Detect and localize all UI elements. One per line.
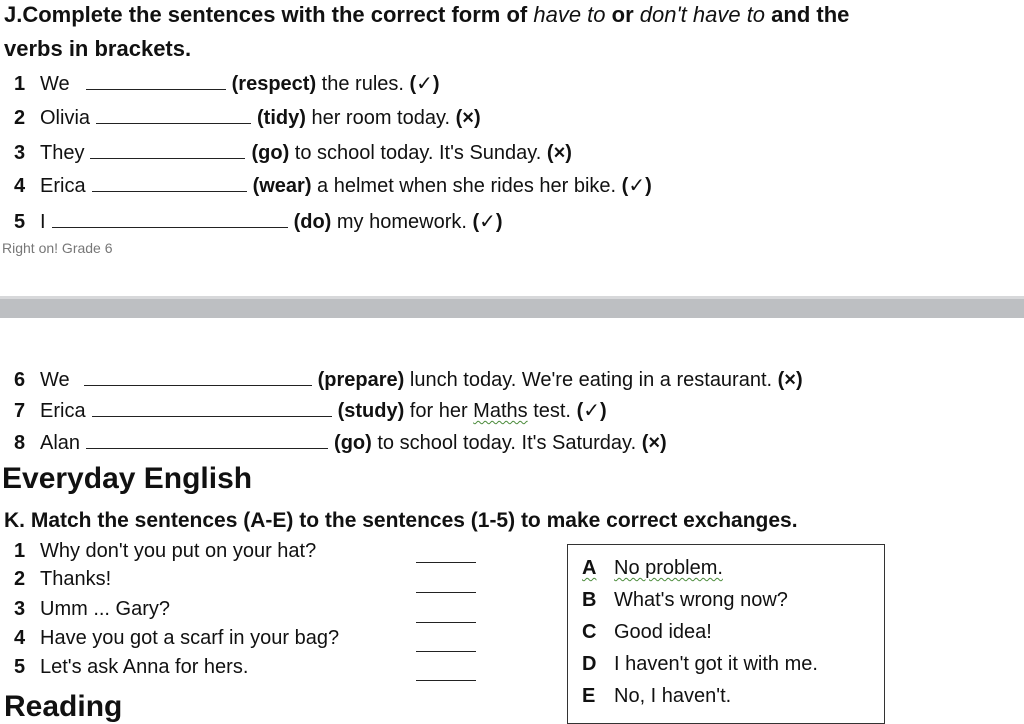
sentence-text: Have you got a scarf in your bag?	[40, 627, 340, 649]
cross-mark: (×)	[641, 432, 667, 454]
answer-blank[interactable]	[52, 213, 288, 228]
check-mark: (✓)	[409, 73, 440, 95]
cross-mark: (×)	[546, 142, 572, 164]
sentence-text: Why don't you put on your hat?	[40, 540, 317, 562]
option-item	[582, 589, 788, 612]
page-caption: Right on! Grade 6	[2, 240, 113, 256]
cross-mark: (×)	[455, 107, 481, 129]
list-item	[14, 433, 667, 453]
item-rest: to school today. It's Sunday.	[289, 142, 542, 164]
item-rest: the rules.	[316, 73, 404, 95]
item-verb: (do)	[293, 211, 332, 233]
option-letter: B	[582, 589, 597, 611]
option-letter: E	[582, 685, 596, 707]
section-j-title	[4, 4, 849, 26]
cross-mark: (×)	[777, 369, 803, 391]
item-subject: Alan	[40, 432, 81, 454]
option-item	[582, 621, 712, 644]
option-text: Good idea!	[614, 621, 712, 643]
item-rest: test.	[527, 400, 571, 422]
sentence-number: 1	[14, 540, 26, 562]
item-subject: We	[40, 369, 70, 391]
option-item	[582, 653, 818, 676]
match-answer-blank[interactable]	[416, 562, 476, 563]
option-text: No problem.	[614, 557, 723, 579]
sentence-number: 2	[14, 568, 26, 590]
sentence-number: 5	[14, 656, 26, 678]
list-item	[14, 143, 572, 163]
option-text: I haven't got it with me.	[614, 653, 818, 675]
sentence-number: 4	[14, 627, 26, 649]
item-number: 1	[14, 73, 26, 95]
sentence-text: Thanks!	[40, 568, 112, 590]
item-number: 4	[14, 175, 26, 197]
list-item	[14, 176, 652, 196]
title-part: J.Complete the sentences with the correct form of	[4, 2, 534, 27]
item-rest: my homework.	[331, 211, 467, 233]
reading-heading: Reading	[4, 690, 123, 723]
item-verb: (prepare)	[317, 369, 405, 391]
answer-blank[interactable]	[92, 402, 332, 417]
answer-blank[interactable]	[86, 434, 328, 449]
sentence-item	[14, 628, 339, 648]
item-rest: a helmet when she rides her bike.	[311, 175, 617, 197]
answer-blank[interactable]	[92, 177, 247, 192]
answer-blank[interactable]	[96, 109, 251, 124]
match-answer-blank[interactable]	[416, 592, 476, 593]
item-rest: lunch today. We're eating in a restaurant.	[404, 369, 773, 391]
list-item	[14, 401, 607, 421]
answer-blank[interactable]	[84, 371, 312, 386]
title-part: or	[605, 2, 640, 27]
item-subject: Erica	[40, 175, 86, 197]
item-rest: to school today. It's Saturday.	[371, 432, 637, 454]
check-mark: (✓)	[576, 400, 607, 422]
option-letter: C	[582, 621, 597, 643]
list-item	[14, 212, 503, 232]
item-verb: (study)	[337, 400, 405, 422]
match-answer-blank[interactable]	[416, 680, 476, 681]
item-subject: They	[40, 142, 85, 164]
item-number: 6	[14, 369, 26, 391]
answer-blank[interactable]	[86, 75, 226, 90]
item-subject: Olivia	[40, 107, 91, 129]
match-answer-blank[interactable]	[416, 651, 476, 652]
answer-blank[interactable]	[90, 144, 245, 159]
item-subject: I	[40, 211, 46, 233]
section-k-title: K. Match the sentences (A-E) to the sentences (1-5) to make correct exchanges.	[4, 509, 798, 532]
item-verb: (respect)	[231, 73, 317, 95]
list-item	[14, 108, 481, 128]
page-break-divider	[0, 296, 1024, 318]
sentence-item	[14, 599, 170, 619]
sentence-item	[14, 657, 248, 677]
title-dont-have-to: don't have to	[639, 2, 766, 27]
sentence-item	[14, 541, 316, 561]
option-text: No, I haven't.	[614, 685, 732, 707]
title-have-to: have to	[533, 2, 606, 27]
sentence-number: 3	[14, 598, 26, 620]
item-verb: (go)	[334, 432, 372, 454]
item-rest-underlined: Maths	[473, 400, 528, 422]
item-verb: (go)	[251, 142, 290, 164]
item-rest: her room today.	[305, 107, 451, 129]
sentence-item	[14, 569, 111, 589]
check-mark: (✓)	[472, 211, 503, 233]
title-part: and the	[765, 2, 850, 27]
option-text: What's wrong now?	[614, 589, 788, 611]
option-item	[582, 685, 731, 708]
item-number: 5	[14, 211, 26, 233]
item-number: 7	[14, 400, 26, 422]
list-item	[14, 370, 803, 390]
item-number: 2	[14, 107, 26, 129]
everyday-english-heading: Everyday English	[2, 462, 253, 495]
item-verb: (tidy)	[257, 107, 306, 129]
section-j-title-line2: verbs in brackets.	[4, 36, 192, 61]
list-item	[14, 74, 440, 94]
item-verb: (wear)	[252, 175, 312, 197]
item-subject: Erica	[40, 400, 86, 422]
item-rest: for her	[404, 400, 474, 422]
item-number: 8	[14, 432, 26, 454]
match-answer-blank[interactable]	[416, 622, 476, 623]
option-item	[582, 557, 723, 580]
sentence-text: Let's ask Anna for hers.	[40, 656, 249, 678]
item-number: 3	[14, 142, 26, 164]
option-letter: D	[582, 653, 597, 675]
item-subject: We	[40, 73, 70, 95]
option-letter: A	[582, 557, 597, 579]
sentence-text: Umm ... Gary?	[40, 598, 171, 620]
check-mark: (✓)	[621, 175, 652, 197]
